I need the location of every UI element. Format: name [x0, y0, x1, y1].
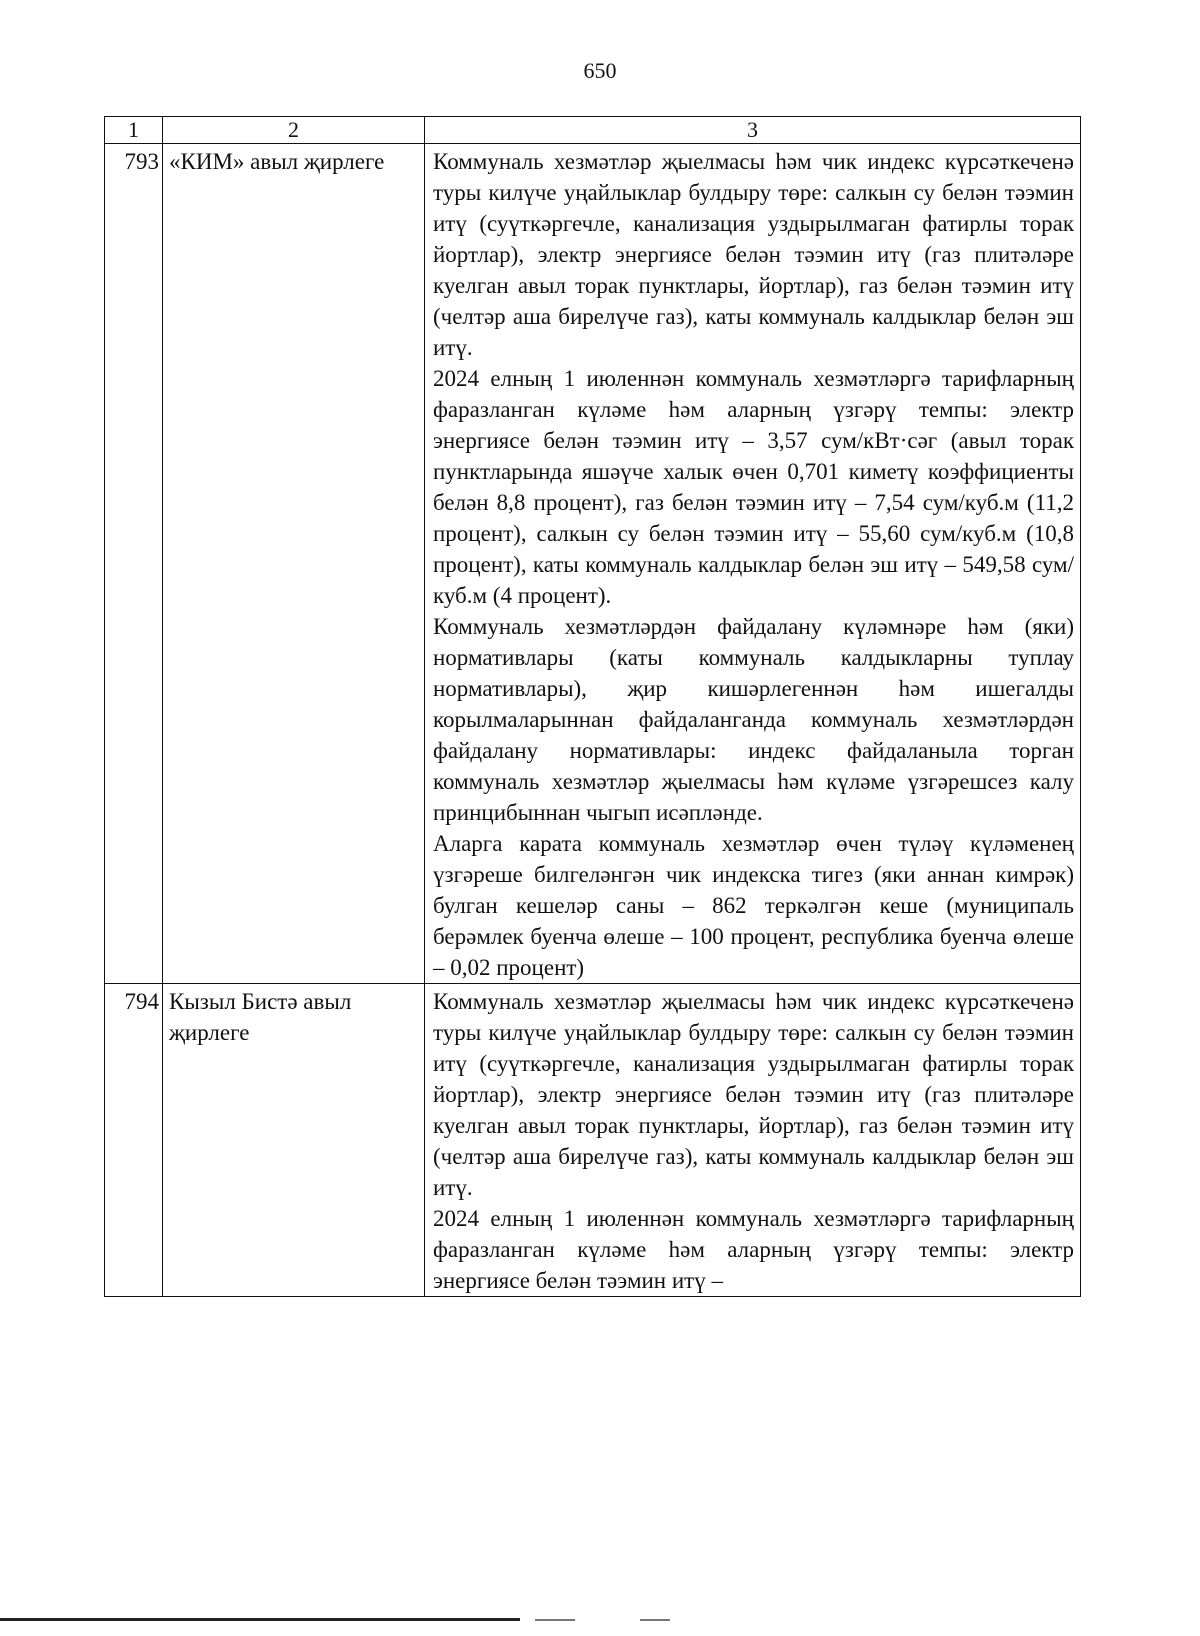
table-row [105, 144, 1081, 984]
column-header-name: 2 [163, 117, 425, 144]
row-description [425, 144, 1081, 984]
row-description [425, 984, 1081, 1297]
footer-rule-fragment [535, 1619, 575, 1621]
column-header-number: 1 [105, 117, 163, 144]
paragraph: 2024 елның 1 июленнән коммуналь хезмәтләргә тарифларның фаразланган күләме һәм аларның үзгәрү темпы: электр энергиясе белән тәэмин итү – 3,57 сум/кВт·сәг (авыл торак пунктларында яшәүче халык өчен 0,701 киметү коэффициенты белән 8,8 процент), газ белән тәэмин итү – 7,54 сум/куб.м (11,2 процент), салкын су белән тәэмин итү – 55,60 сум/куб.м (10,8 процент), каты коммуналь калдыклар белән эш итү – 549,58 сум/куб.м (4 процент). [433, 366, 1074, 608]
footer-rule-fragment [640, 1619, 670, 1621]
page-number: 650 [583, 58, 617, 83]
settlement-name: Кызыл Бистә авыл җирлеге [163, 984, 425, 1297]
paragraph: Аларга карата коммуналь хезмәтләр өчен түләү күләменең үзгәреше билгеләнгән чик индекска тигез (яки аннан кимрәк) булган кешеләр саны – 862 теркәлгән кеше (муниципаль берәмлек буенча өлеше – 100 процент, республика буенча өлеше – 0,02 процент) [433, 831, 1074, 980]
paragraph: Коммуналь хезмәтләр җыелмасы һәм чик индекс күрсәткеченә туры килүче уңайлыклар булдыру төре: салкын су белән тәэмин итү (суүткәргечле, канализация уздырылмаган фатирлы торак йортлар), электр энергиясе белән тәэмин итү (газ плитәләре куелган авыл торак пунктлары, йортлар), газ белән тәэмин итү (челтәр аша бирелүче газ), каты коммуналь калдыклар белән эш итү. [433, 989, 1074, 1200]
paragraph: 2024 елның 1 июленнән коммуналь хезмәтләргә тарифларның фаразланган күләме һәм аларның үзгәрү темпы: электр энергиясе белән тәэмин итү – [433, 1206, 1074, 1293]
row-number: 794 [105, 984, 163, 1297]
table-header-row [105, 117, 1081, 144]
table-row [105, 984, 1081, 1297]
settlement-name: «КИМ» авыл җирлеге [163, 144, 425, 984]
paragraph: Коммуналь хезмәтләр җыелмасы һәм чик индекс күрсәткеченә туры килүче уңайлыклар булдыру төре: салкын су белән тәэмин итү (суүткәргечле, канализация уздырылмаган фатирлы торак йортлар), электр энергиясе белән тәэмин итү (газ плитәләре куелган авыл торак пунктлары, йортлар), газ белән тәэмин итү (челтәр аша бирелүче газ), каты коммуналь калдыклар белән эш итү. [433, 149, 1074, 360]
row-number: 793 [105, 144, 163, 984]
footer-rule [0, 1618, 520, 1621]
paragraph: Коммуналь хезмәтләрдән файдалану күләмнәре һәм (яки) нормативлары (каты коммуналь калдыкларны туплау нормативлары), җир кишәрлегеннән һәм ишегалды корылмаларыннан файдаланганда коммуналь хезмәтләрдән файдалану нормативлары: индекс файдаланыла торган коммуналь хезмәтләр җыелмасы һәм күләме үзгәрешсез калу принцибыннан чыгып исәпләнде. [433, 614, 1074, 825]
column-header-text: 3 [425, 117, 1081, 144]
document-table [104, 116, 1081, 1297]
